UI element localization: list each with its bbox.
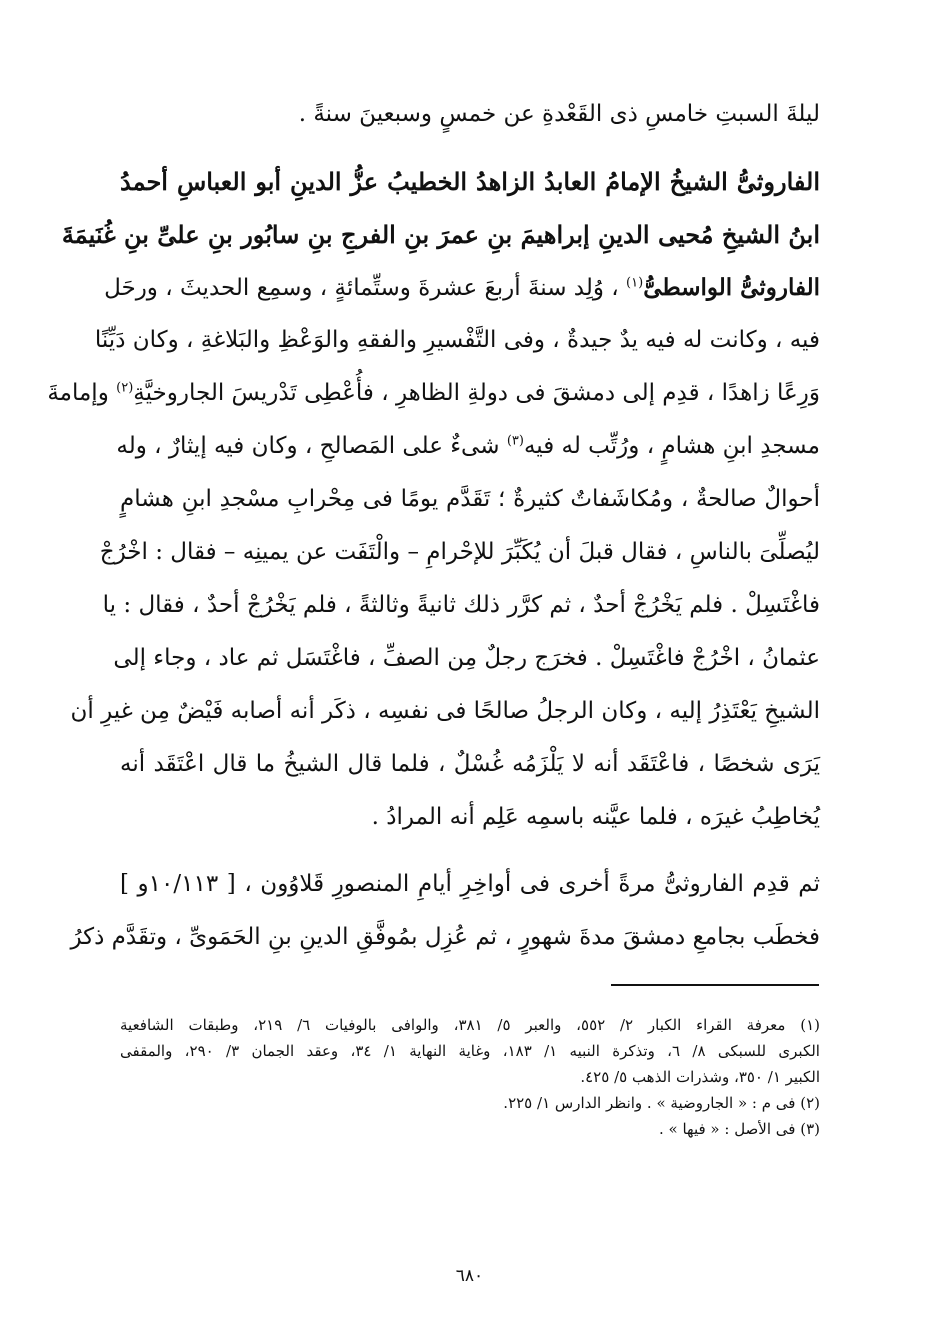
text-line: أحوالٌ صالحةٌ ، ومُكاشَفاتٌ كثيرةٌ ؛ تَقَدَّم يومًا فى مِحْرابِ مسْجدِ ابنِ هشامٍ <box>120 486 820 512</box>
footnote-marker: (٣) <box>506 433 524 449</box>
text-line: ليلةَ السبتِ خامسِ ذى القَعْدةِ عن خمسٍ وسبعينَ سنةً . <box>298 101 820 127</box>
manuscript-folio-ref: [ ١٠/١١٣و ] <box>120 871 236 897</box>
text-span: ، وُلِد سنةَ أربعَ عشرةَ وستِّمائةٍ ، وسمِع الحديثَ ، ورحَل <box>104 275 619 301</box>
paragraph-gap <box>120 141 820 155</box>
footnote-marker: (٢) <box>116 380 134 396</box>
footnote-line: الكبرى للسبكى ٨/ ٦، وتذكرة النبيه ١/ ١٨٣، وغاية النهاية ١/ ٣٤، وعقد الجمان ٣/ ٢٩٠، والمقفى <box>120 1042 820 1060</box>
footnote-separator <box>611 984 819 986</box>
text-line <box>120 858 820 911</box>
biography-heading: الفاروثىُّ الشيخُ الإمامُ العابدُ الزاهدُ الخطيبُ عزُّ الدينِ أبو العباسِ أحمدُ <box>120 167 820 196</box>
footnote-line: (٢) فى م : « الجاروضية » . وانظر الدارس ١/ ٢٢٥. <box>503 1094 820 1112</box>
text-line <box>47 367 820 420</box>
text-line: فاغْتَسِلْ . فلم يَخْرُجْ أحدٌ ، ثم كرَّر ذلك ثانيةً وثالثةً ، فلم يَخْرُجْ أحدٌ ، فقال : يا <box>102 592 820 618</box>
text-span: وإمامةَ <box>47 380 109 406</box>
text-span: وَرِعًا زاهدًا ، قدِم إلى دمشقَ فى دولةِ الظاهرِ ، فأُعْطِى تَدْريسَ الجاروخيَّةِ <box>133 380 820 406</box>
biography-heading: ابنُ الشيخِ مُحيى الدينِ إبراهيمَ بنِ عمرَ بنِ الفرجِ بنِ سابُور بنِ علىِّ بنِ غُنَيمَةَ <box>61 220 820 249</box>
page-number: ٦٨٠ <box>455 1266 484 1286</box>
main-text <box>47 88 820 964</box>
text-line: فيه ، وكانت له فيه يدٌ جيدةٌ ، وفى التَّفْسيرِ والفقهِ والوَعْظِ والبَلاغةِ ، وكان دَيِّنًا <box>94 327 820 353</box>
text-line: الشيخِ يَعْتَذِرُ إليه ، وكان الرجلُ صالحًا فى نفسِه ، ذكَر أنه أصابه فَيْضٌ مِن غيرِ أن <box>70 698 820 724</box>
text-line: ليُصلِّىَ بالناسِ ، فقال قبلَ أن يُكَبِّرَ للإحْرامِ – والْتَفَت عن يمينِه – فقال : اخْرُجْ <box>99 539 820 565</box>
text-span: ثم قدِم الفاروثىُّ مرةً أخرى فى أواخِرِ أيامِ المنصورِ قَلاوُون ، <box>244 871 820 897</box>
paragraph-gap <box>120 844 820 858</box>
text-line: عثمانُ ، اخْرُجْ فاغْتَسِلْ . فخرَج رجلٌ مِن الصفِّ ، فاغْتَسَل ثم عاد ، وجاء إلى <box>113 645 820 671</box>
text-line: يُخاطِبُ غيرَه ، فلما عيَّنه باسمِه عَلِم أنه المرادُ . <box>371 804 820 830</box>
text-line: فخطَب بجامعِ دمشقَ مدةَ شهورٍ ، ثم عُزِل بمُوفَّقِ الدينِ بنِ الحَمَوىِّ ، وتقَدَّم ذكرُ <box>70 924 820 950</box>
biography-name: الفاروثىُّ الواسطىُّ <box>643 274 820 301</box>
text-span: مسجدِ ابنِ هشامٍ ، ورُتِّب له فيه <box>523 433 820 459</box>
text-line: يَرَى شخصًا ، فاعْتَقَد أنه لا يَلْزَمُه غُسْلٌ ، فلما قال الشيخُ ما قال اعْتَقَد أنه <box>120 751 820 777</box>
footnote-line: (٣) فى الأصل : « فيها » . <box>659 1120 820 1138</box>
footnote-line: (١) معرفة القراء الكبار ٢/ ٥٥٢، والعبر ٥/ ٣٨١، والوافى بالوفيات ٦/ ٢١٩، وطبقات الشافعية <box>120 1016 821 1034</box>
text-line <box>104 261 820 314</box>
footnote-marker: (١) <box>626 275 644 291</box>
text-span: شىءٌ على المَصالحِ ، وكان فيه إيثارٌ ، وله <box>116 433 500 459</box>
footnote-line: الكبير ١/ ٣٥٠، وشذرات الذهب ٥/ ٤٢٥. <box>580 1068 820 1086</box>
footnotes <box>120 1012 820 1142</box>
text-line <box>116 420 820 473</box>
